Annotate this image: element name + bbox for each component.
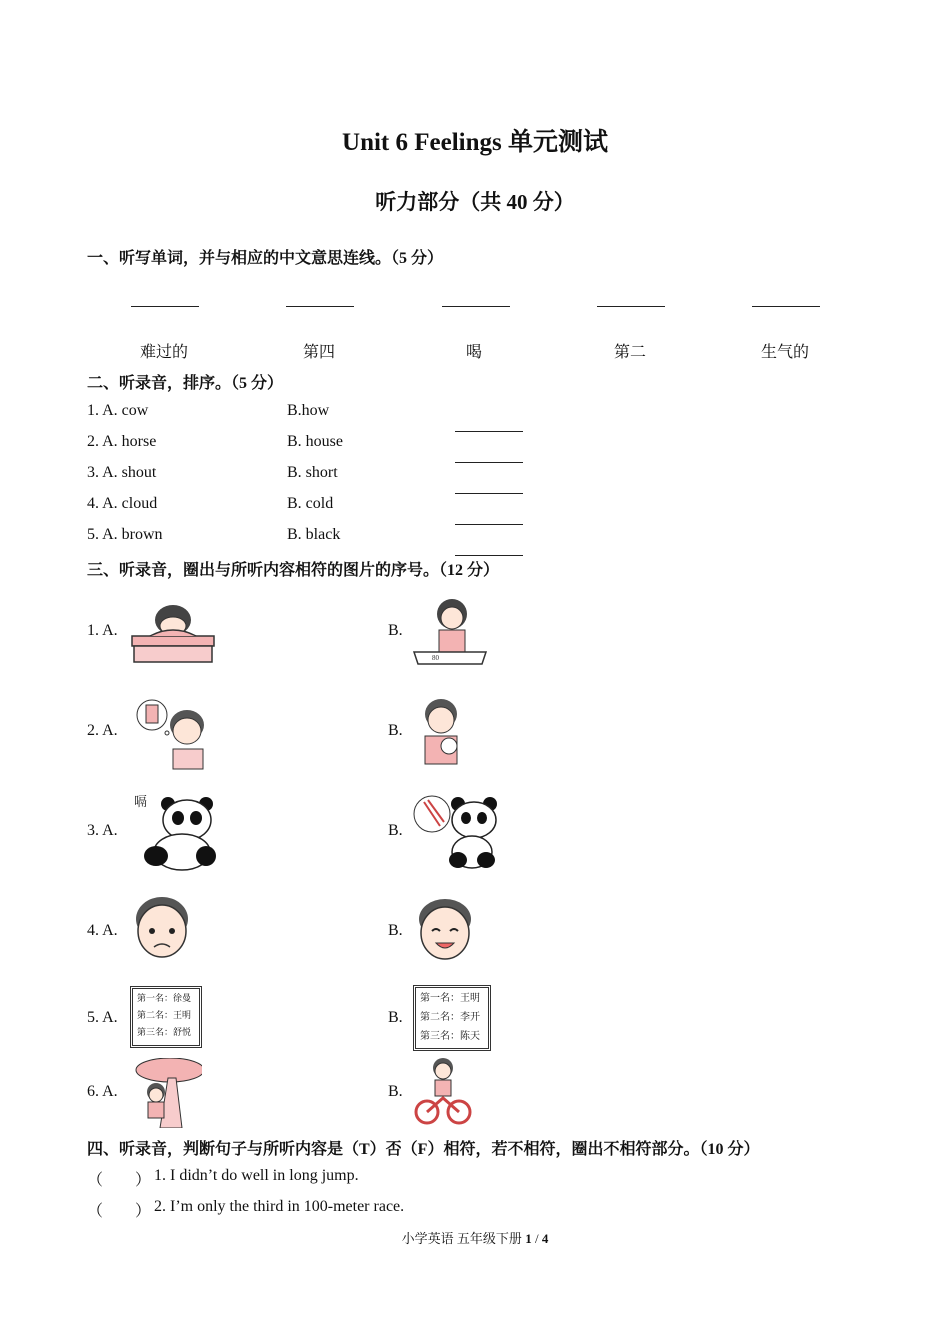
order-item-3-b: B. short <box>287 464 338 481</box>
pic-label-3a: 3. A. <box>87 822 118 839</box>
panda-sound-label: 嗝 <box>134 794 148 809</box>
pic-label-3b: B. <box>388 822 403 839</box>
section2-heading: 二、听录音，排序。（5 分） <box>87 375 284 392</box>
section1-heading: 一、听写单词，并与相应的中文意思连线。（5 分） <box>87 250 444 267</box>
order-blank-1[interactable] <box>455 419 523 437</box>
pic-label-2b: B. <box>388 722 403 739</box>
happy-boy-face-picture[interactable] <box>412 895 478 967</box>
order-item-5-b: B. black <box>287 526 341 543</box>
judge-sentence-1: 1. I didn’t do well in long jump. <box>154 1167 359 1184</box>
order-item-3-a: 3. A. shout <box>87 464 157 481</box>
rank-a-third: 第三名：舒悦 <box>137 1028 192 1038</box>
judge-answer-box-1[interactable]: （ ） <box>87 1172 152 1189</box>
order-blank-4[interactable] <box>455 512 523 530</box>
page-subtitle: 听力部分（共 40 分） <box>375 190 575 214</box>
answer-blank-5[interactable] <box>752 294 820 312</box>
boy-holding-toy-picture[interactable] <box>413 696 471 770</box>
test-score-mark: 80 <box>432 654 439 662</box>
ranking-list-b[interactable] <box>413 985 491 1051</box>
rank-b-second: 第二名：李开 <box>420 1012 480 1023</box>
pic-label-1a: 1. A. <box>87 622 118 639</box>
footer-page-number: 1 <box>525 1231 532 1246</box>
panda-thinking-bamboo-picture[interactable] <box>410 790 502 872</box>
pic-label-5a: 5. A. <box>87 1009 118 1026</box>
ranking-list-a[interactable] <box>130 986 202 1048</box>
section3-heading: 三、听录音，圈出与所听内容相符的图片的序号。（12 分） <box>87 562 500 579</box>
meaning-2: 第四 <box>302 344 335 361</box>
pic-label-2a: 2. A. <box>87 722 118 739</box>
rank-b-first: 第一名：王明 <box>420 993 480 1004</box>
order-item-2-b: B. house <box>287 433 343 450</box>
thirsty-boy-picture[interactable] <box>135 695 215 771</box>
order-item-2-a: 2. A. horse <box>87 433 157 450</box>
answer-blank-3[interactable] <box>442 294 510 312</box>
hungry-panda-picture[interactable] <box>132 790 220 874</box>
order-item-1-b: B.how <box>287 402 330 419</box>
answer-blank-1[interactable] <box>131 294 199 312</box>
footer-page-total: 4 <box>541 1231 549 1246</box>
sad-girl-on-desk-picture[interactable] <box>128 598 218 666</box>
order-blank-3[interactable] <box>455 481 523 499</box>
rank-b-third: 第三名：陈天 <box>420 1031 480 1042</box>
order-item-1-a: 1. A. cow <box>87 402 149 419</box>
judge-answer-box-2[interactable]: （ ） <box>87 1203 152 1220</box>
pic-label-6a: 6. A. <box>87 1083 118 1100</box>
meaning-3: 喝 <box>465 344 482 361</box>
page-title: Unit 6 Feelings 单元测试 <box>342 129 608 156</box>
footer-separator: / <box>534 1231 539 1246</box>
section4-heading: 四、听录音，判断句子与所听内容是（T）否（F）相符，若不相符，圈出不相符部分。（10 分） <box>87 1141 760 1158</box>
answer-blank-4[interactable] <box>597 294 665 312</box>
meaning-5: 生气的 <box>760 344 809 361</box>
page-footer <box>0 1228 950 1247</box>
rank-a-first: 第一名：徐曼 <box>137 994 192 1004</box>
order-item-4-b: B. cold <box>287 495 334 512</box>
judge-sentence-2: 2. I’m only the third in 100-meter race. <box>154 1198 405 1215</box>
order-blank-2[interactable] <box>455 450 523 468</box>
pic-label-4a: 4. A. <box>87 922 118 939</box>
rank-a-second: 第二名：王明 <box>137 1011 192 1021</box>
girl-riding-bike-picture[interactable] <box>413 1056 473 1126</box>
order-item-4-a: 4. A. cloud <box>87 495 158 512</box>
pic-label-5b: B. <box>388 1009 403 1026</box>
happy-girl-with-test-picture[interactable] <box>410 596 490 668</box>
pic-label-4b: B. <box>388 922 403 939</box>
meaning-1: 难过的 <box>139 344 188 361</box>
meaning-4: 第二 <box>613 344 646 361</box>
girl-climbing-tree-picture[interactable] <box>130 1058 202 1128</box>
pic-label-6b: B. <box>388 1083 403 1100</box>
sad-boy-face-picture[interactable] <box>130 893 194 967</box>
footer-course: 小学英语 五年级下册 <box>401 1231 522 1246</box>
answer-blank-2[interactable] <box>286 294 354 312</box>
pic-label-1b: B. <box>388 622 403 639</box>
order-item-5-a: 5. A. brown <box>87 526 163 543</box>
